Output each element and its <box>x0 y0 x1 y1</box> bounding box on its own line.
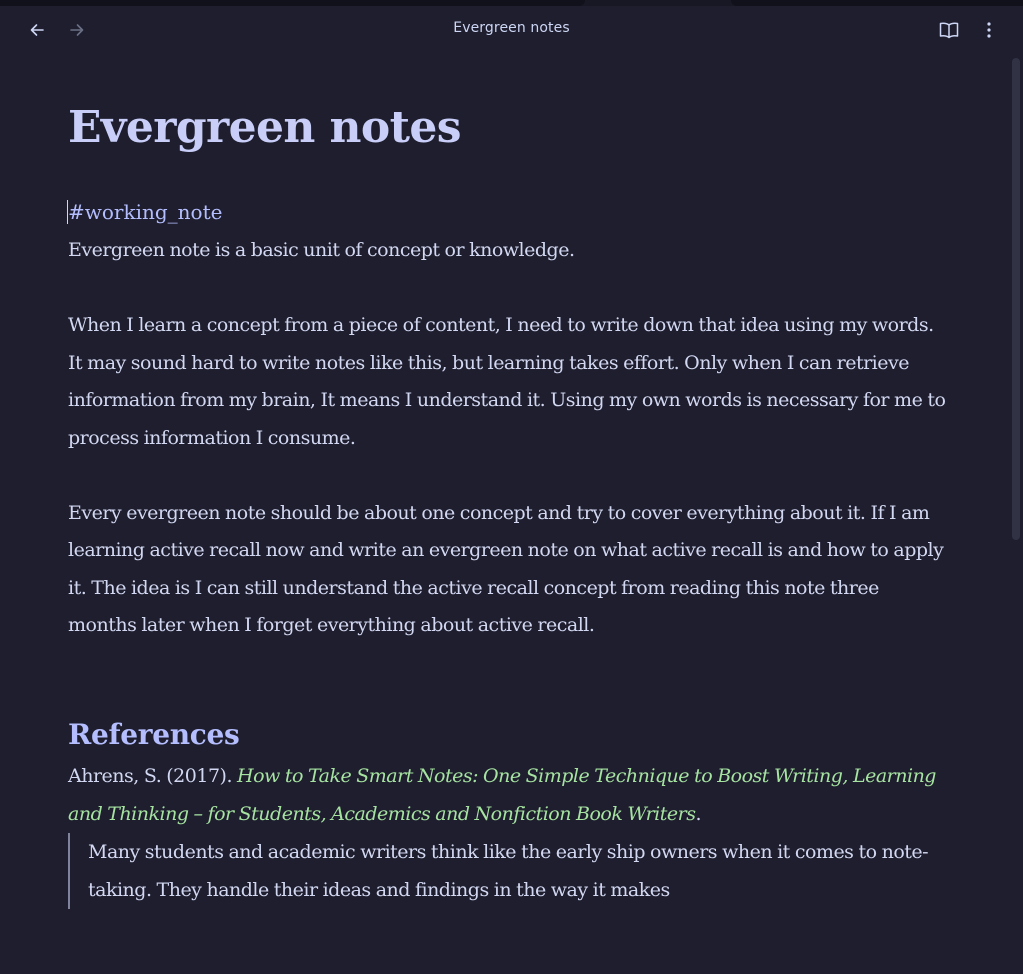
reference-suffix: . <box>695 802 702 825</box>
paragraph-learning: When I learn a concept from a piece of content, I need to write down that idea using my words. It may sound hard to write notes like this, but learning takes effort. Only when I can retrieve information from my brain, It means I understand it. Using my own words is necessary for me to process information I consume. <box>68 314 946 449</box>
view-title[interactable]: Evergreen notes <box>453 20 570 36</box>
note-content[interactable] <box>68 96 948 909</box>
view-header <box>0 6 1023 54</box>
more-options-button[interactable] <box>975 16 1003 44</box>
vertical-scrollbar[interactable] <box>1012 58 1020 540</box>
paragraph-one-concept: Every evergreen note should be about one concept and try to cover everything about it. If I am learning active recall now and write an evergreen note on what active recall is and how to apply it. The idea is I can still understand the active recall concept from reading this note three months later when I forget everything about active recall. <box>68 501 944 636</box>
reference-author: Ahrens, S. (2017). <box>68 764 238 787</box>
note-heading: Evergreen notes <box>68 102 461 153</box>
reference-book-title: How to Take Smart Notes: One Simple Technique to Boost Writing, Learning and Thinking – for Students, Academics and Nonfiction Book Writers <box>68 764 936 825</box>
references-heading: References <box>68 717 240 751</box>
more-vertical-icon <box>986 21 992 39</box>
reference-quote: Many students and academic writers think like the early ship owners when it comes to note-taking. They handle their ideas and findings in the way it makes <box>68 833 948 909</box>
book-open-icon <box>939 21 959 39</box>
text-cursor <box>67 200 68 224</box>
working-note-tag[interactable] <box>68 196 222 228</box>
intro-paragraph: Evergreen note is a basic unit of concept or knowledge. <box>68 239 575 261</box>
reading-view-button[interactable] <box>935 16 963 44</box>
tag-label: #working_note <box>68 200 223 224</box>
reference-entry <box>68 757 948 833</box>
